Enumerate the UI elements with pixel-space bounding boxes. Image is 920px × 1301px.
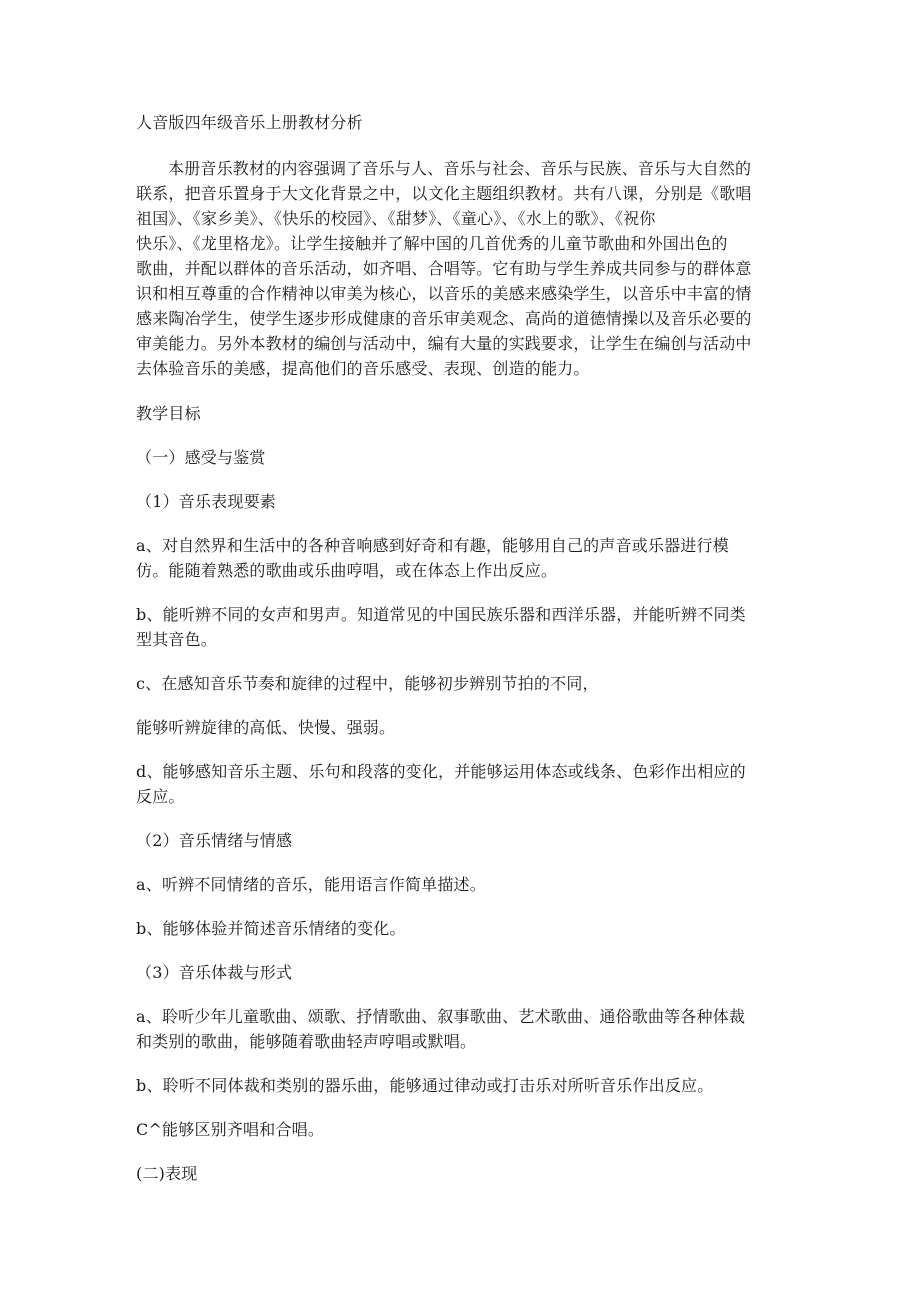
item-line: 能够听辨旋律的高低、快慢、强弱。 <box>136 718 396 737</box>
intro-line: 识和相互尊重的合作精神以审美为核心，以音乐的美感来感染学生，以音乐中丰富的情 <box>136 284 752 303</box>
item-line: d、能够感知音乐主题、乐句和段落的变化，并能够运用体态或线条、色彩作出相应的 <box>136 762 746 781</box>
item-line: b、能够体验并简述音乐情绪的变化。 <box>136 919 406 938</box>
item-line: b、聆听不同体裁和类别的器乐曲，能够通过律动或打击乐对所听音乐作出反应。 <box>136 1076 714 1095</box>
list-item-1c-continued <box>136 715 786 740</box>
list-item-3c <box>136 1117 786 1142</box>
item-line: C^能够区别齐唱和合唱。 <box>136 1120 325 1139</box>
list-item-3b <box>136 1073 786 1098</box>
intro-line: 快乐》、《龙里格龙》。让学生接触并了解中国的几首优秀的儿童节歌曲和外国出色的 <box>136 234 728 253</box>
item-line: a、对自然界和生活中的各种音响感到好奇和有趣，能够用自己的声音或乐器进行模 <box>136 536 729 555</box>
list-item-3a <box>136 1004 786 1054</box>
subsection-heading-emotion: （2）音乐情绪与情感 <box>136 831 293 850</box>
list-item-1d <box>136 759 786 809</box>
section-heading-performance: (二)表现 <box>136 1164 198 1183</box>
subsection-heading-elements: （1）音乐表现要素 <box>136 492 276 511</box>
document-page <box>136 110 786 1205</box>
item-line: c、在感知音乐节奏和旋律的过程中，能够初步辨别节拍的不同， <box>136 674 599 693</box>
subsection-heading-genre: （3）音乐体裁与形式 <box>136 963 293 982</box>
intro-line: 感来陶冶学生，使学生逐步形成健康的音乐审美观念、高尚的道德情操以及音乐必要的 <box>136 309 752 328</box>
intro-line: 联系，把音乐置身于大文化背景之中，以文化主题组织教材。共有八课，分别是《歌唱 <box>136 184 752 203</box>
section-heading-appreciation: （一）感受与鉴赏 <box>136 448 266 467</box>
intro-line: 审美能力。另外本教材的编创与活动中，编有大量的实践要求，让学生在编创与活动中 <box>136 334 752 353</box>
intro-line: 本册音乐教材的内容强调了音乐与人、音乐与社会、音乐与民族、音乐与大自然的 <box>168 159 752 178</box>
intro-line: 祖国》、《家乡美》、《快乐的校园》、《甜梦》、《童心》、《水上的歌》、《祝你 <box>136 209 656 228</box>
item-line: 仿。能随着熟悉的歌曲或乐曲哼唱，或在体态上作出反应。 <box>136 561 558 580</box>
teaching-goals-heading: 教学目标 <box>136 404 201 423</box>
list-item-1c <box>136 671 786 696</box>
item-line: 和类别的歌曲，能够随着歌曲轻声哼唱或默唱。 <box>136 1032 477 1051</box>
item-line: a、听辨不同情绪的音乐，能用语言作简单描述。 <box>136 875 486 894</box>
list-item-2b <box>136 916 786 941</box>
item-line: b、能听辨不同的女声和男声。知道常见的中国民族乐器和西洋乐器，并能听辨不同类 <box>136 605 746 624</box>
intro-line: 去体验音乐的美感，提高他们的音乐感受、表现、创造的能力。 <box>136 359 590 378</box>
item-line: 反应。 <box>136 787 185 806</box>
item-line: 型其音色。 <box>136 630 218 649</box>
list-item-2a <box>136 872 786 897</box>
list-item-1a <box>136 533 786 583</box>
document-title: 人音版四年级音乐上册教材分析 <box>136 113 363 132</box>
item-line: a、聆听少年儿童歌曲、颂歌、抒情歌曲、叙事歌曲、艺术歌曲、通俗歌曲等各种体裁 <box>136 1007 746 1026</box>
intro-paragraph <box>136 156 786 381</box>
intro-line: 歌曲，并配以群体的音乐活动，如齐唱、合唱等。它有助与学生养成共同参与的群体意 <box>136 259 752 278</box>
list-item-1b <box>136 602 786 652</box>
